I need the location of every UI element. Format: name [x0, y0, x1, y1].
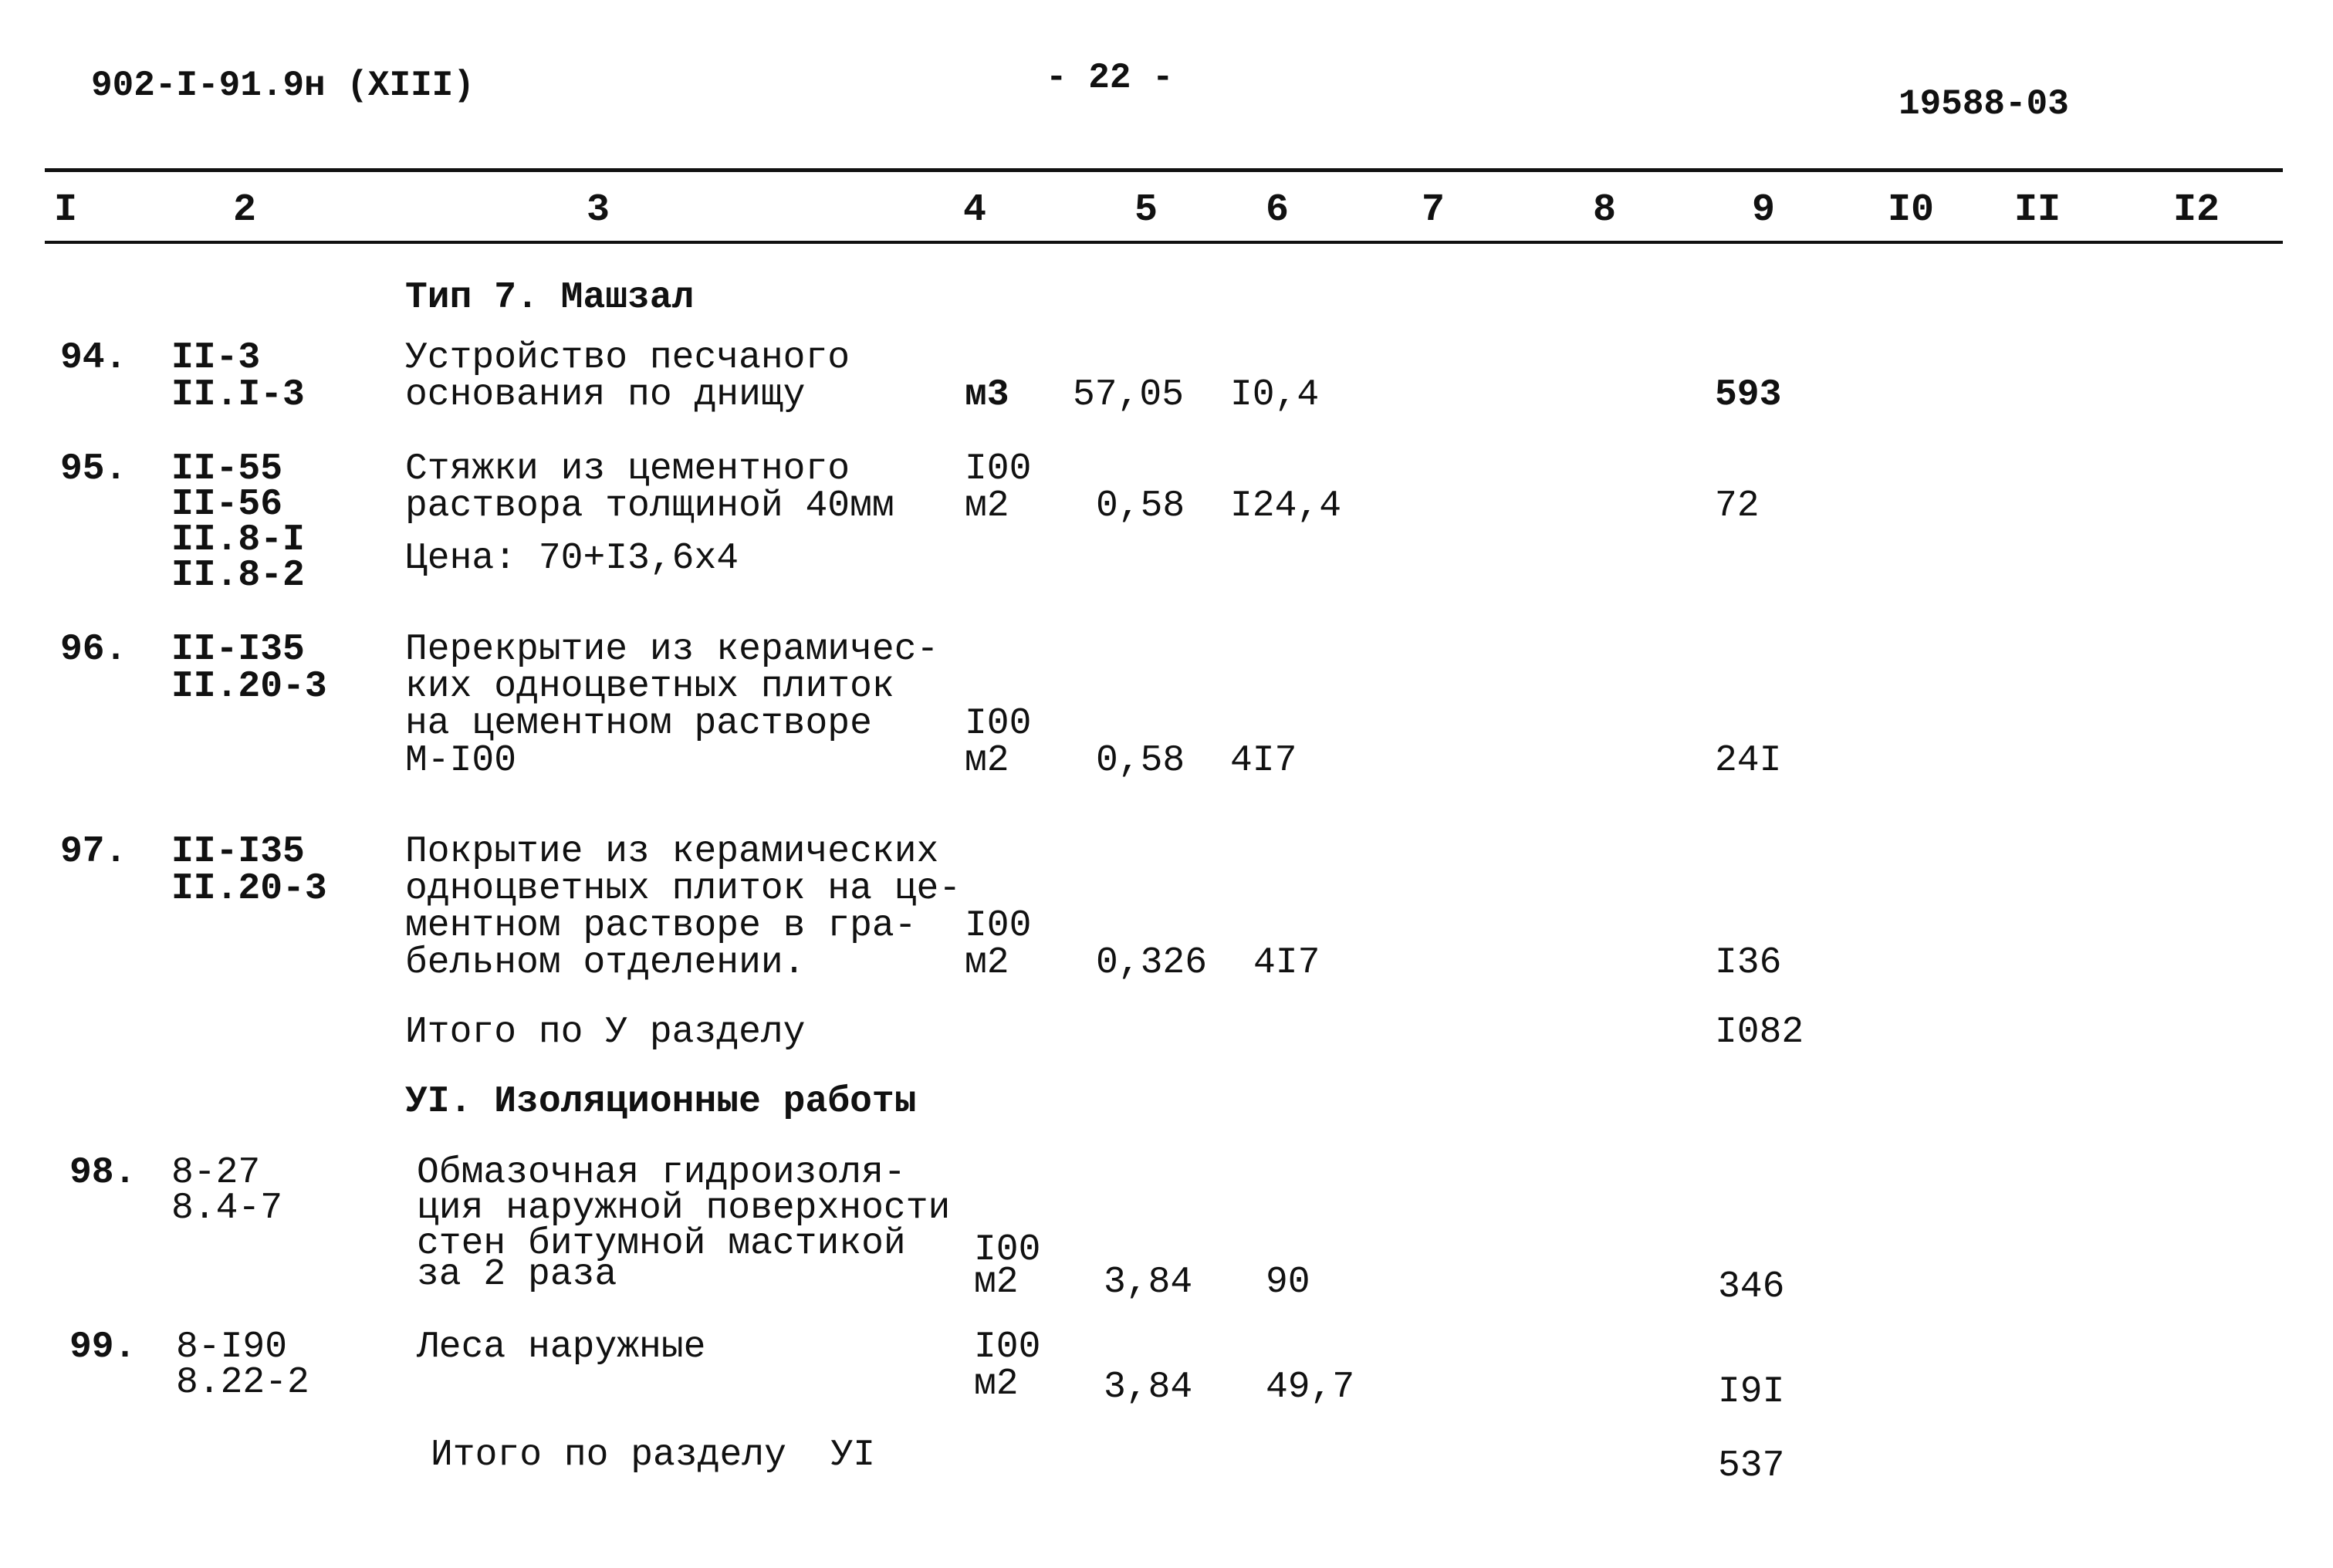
column-header: II [2014, 188, 2061, 232]
norm-code: 8.4-7 [171, 1188, 283, 1229]
work-description: ция наружной поверхности [417, 1188, 951, 1229]
column-header: 4 [963, 188, 987, 232]
column-header: 6 [1266, 188, 1290, 232]
norm-code: II.I-3 [171, 374, 305, 416]
column-header: I [54, 188, 78, 232]
section-total-value: 537 [1718, 1445, 1785, 1487]
work-description: раствора толщиной 40мм [405, 485, 894, 527]
unit-price: I0,4 [1230, 374, 1320, 416]
work-description: ментном растворе в гра- [405, 905, 917, 947]
unit-price: 4I7 [1230, 740, 1297, 782]
unit: м2 [965, 485, 1009, 527]
column-header: 7 [1422, 188, 1445, 232]
work-description: на цементном растворе [405, 703, 872, 745]
section-total-label: Итого по У разделу [405, 1012, 806, 1053]
unit: I00 [965, 905, 1032, 947]
section-total-value: I082 [1715, 1012, 1804, 1053]
total-cost: 72 [1715, 485, 1760, 527]
column-header: 9 [1752, 188, 1776, 232]
row-number: 97. [60, 831, 127, 873]
work-description: Перекрытие из керамичес- [405, 629, 939, 671]
unit: I00 [965, 703, 1032, 745]
norm-code: II.8-I [171, 519, 305, 561]
column-header: 8 [1593, 188, 1617, 232]
row-number: 96. [60, 629, 127, 671]
album-number: 19588-03 [1899, 84, 2069, 124]
total-cost: 24I [1715, 740, 1782, 782]
work-description: Стяжки из цементного [405, 448, 850, 490]
top-rule [45, 168, 2283, 172]
column-header: 5 [1134, 188, 1158, 232]
work-description: одноцветных плиток на це- [405, 868, 962, 910]
norm-code: II-56 [171, 484, 283, 525]
row-number: 94. [60, 337, 127, 379]
norm-code: II.20-3 [171, 666, 327, 708]
total-cost: 593 [1715, 374, 1782, 416]
norm-code: 8-I90 [176, 1326, 288, 1368]
quantity: 0,326 [1096, 942, 1208, 984]
header-bottom-rule [45, 241, 2283, 244]
price-note: Цена: 70+I3,6х4 [405, 538, 739, 580]
column-header: I0 [1888, 188, 1935, 232]
norm-code: II-3 [171, 337, 261, 379]
quantity: 0,58 [1096, 485, 1185, 527]
unit: м2 [974, 1262, 1019, 1303]
norm-code: II-I35 [171, 629, 305, 671]
work-description: основания по днищу [405, 374, 806, 416]
work-description: Покрытие из керамических [405, 831, 939, 873]
page-number: - 22 - [1046, 58, 1174, 98]
column-header: 3 [587, 188, 610, 232]
total-cost: 346 [1718, 1266, 1785, 1308]
unit: I00 [974, 1326, 1041, 1368]
work-description: Обмазочная гидроизоля- [417, 1152, 906, 1194]
norm-code: II.8-2 [171, 555, 305, 596]
unit: м3 [965, 374, 1009, 416]
norm-code: 8-27 [171, 1152, 261, 1194]
work-description: за 2 раза [417, 1254, 617, 1296]
unit-price: 49,7 [1266, 1367, 1355, 1408]
unit-price: I24,4 [1230, 485, 1342, 527]
norm-code: II-55 [171, 448, 283, 490]
work-description: ких одноцветных плиток [405, 666, 894, 708]
norm-code: II-I35 [171, 831, 305, 873]
norm-code: 8.22-2 [176, 1362, 309, 1404]
unit: м2 [965, 740, 1009, 782]
work-description: М-I00 [405, 740, 517, 782]
unit: м2 [965, 942, 1009, 984]
work-description: Леса наружные [417, 1326, 706, 1368]
unit: I00 [965, 448, 1032, 490]
row-number: 98. [69, 1152, 137, 1194]
column-header: I2 [2173, 188, 2220, 232]
norm-code: II.20-3 [171, 868, 327, 910]
section-total-label: Итого по разделу УI [431, 1435, 876, 1476]
total-cost: I36 [1715, 942, 1782, 984]
section-title: УI. Изоляционные работы [405, 1081, 917, 1123]
work-description: Устройство песчаного [405, 337, 850, 379]
quantity: 3,84 [1104, 1367, 1193, 1408]
column-header: 2 [233, 188, 257, 232]
total-cost: I9I [1718, 1371, 1785, 1413]
row-number: 99. [69, 1326, 137, 1368]
unit: м2 [974, 1364, 1019, 1405]
quantity: 0,58 [1096, 740, 1185, 782]
quantity: 3,84 [1104, 1262, 1193, 1303]
section-title: Тип 7. Машзал [405, 277, 695, 319]
work-description: бельном отделении. [405, 942, 806, 984]
unit: I00 [974, 1229, 1041, 1271]
row-number: 95. [60, 448, 127, 490]
work-description: стен битумной мастикой [417, 1223, 906, 1265]
document-code: 902-I-91.9н (XIII) [91, 66, 475, 106]
unit-price: 90 [1266, 1262, 1310, 1303]
unit-price: 4I7 [1253, 942, 1320, 984]
quantity: 57,05 [1073, 374, 1185, 416]
